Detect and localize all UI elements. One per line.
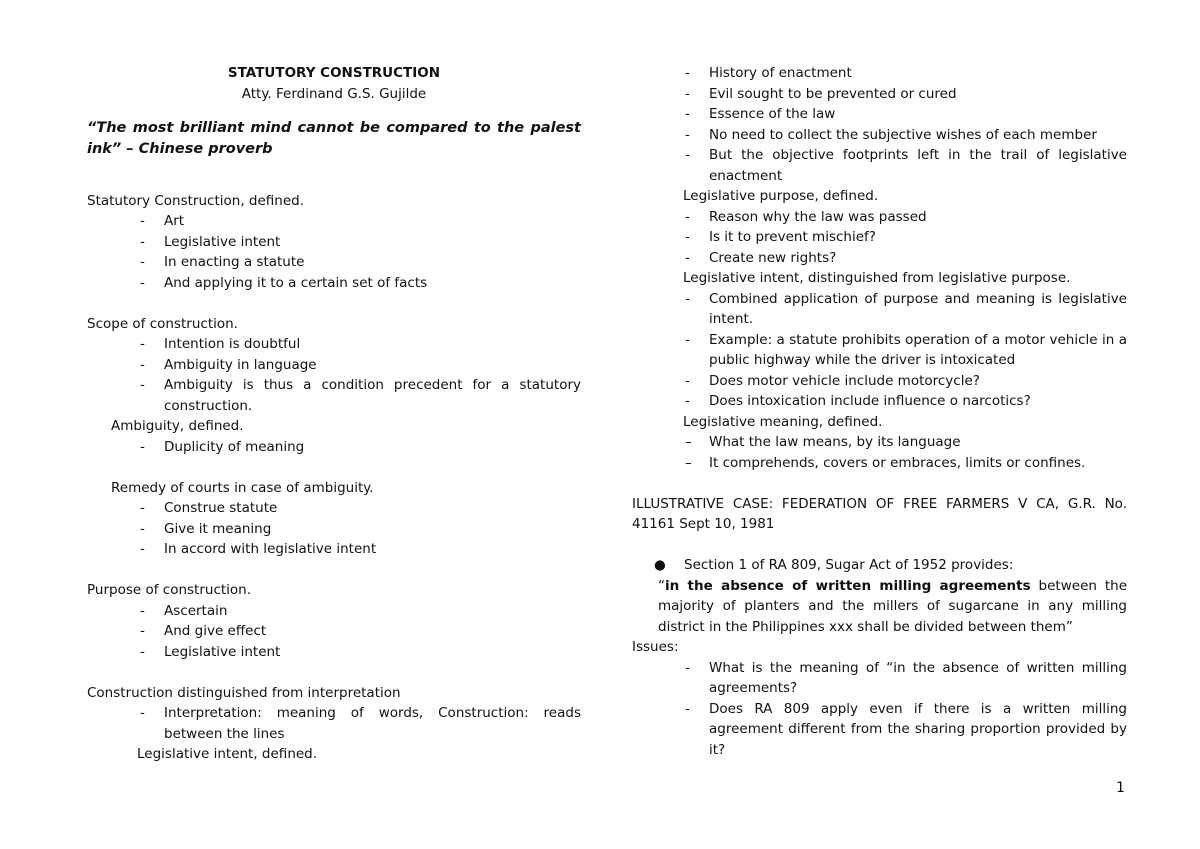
case-quote: “in the absence of written milling agreements between the majority of planters and the millers of sugarcane in any milling district in the Philippines xxx shall be divided between them” (658, 577, 1128, 635)
list-item: - What is the meaning of “in the absence of written milling agreements? (685, 659, 1127, 696)
list-item: - In enacting a statute (140, 254, 305, 270)
list-item: - Example: a statute prohibits operation of a motor vehicle in a public highway while the driver is intoxicated (685, 331, 1127, 368)
section-heading: Legislative meaning, defined. (683, 413, 883, 430)
list-item: - Art (140, 213, 185, 229)
list-item: - Reason why the law was passed (685, 208, 927, 225)
list-item: - Does motor vehicle include motorcycle? (685, 372, 980, 389)
document-title: STATUTORY CONSTRUCTION (227, 65, 441, 81)
list-item: - Create new rights? (685, 249, 837, 266)
case-bullet: ● Section 1 of RA 809, Sugar Act of 1952 provides: (632, 555, 1127, 576)
list-item: - Does RA 809 apply even if there is a written milling agreement different from the sharing proportion provided by it? (685, 700, 1127, 758)
list-item: - Evil sought to be prevented or cured (685, 85, 957, 102)
list-item: - Ambiguity in language (140, 356, 317, 373)
list-item: - History of enactment (685, 65, 852, 81)
section-heading: Ambiguity, defined. (111, 418, 244, 434)
list-item: - Give it meaning (140, 520, 272, 537)
list-item: - No need to collect the subjective wishes of each member (685, 126, 1097, 143)
list-item: – It comprehends, covers or embraces, limits or confines. (685, 454, 1086, 471)
list-item: - In accord with legislative intent (140, 541, 377, 557)
list-item: - Combined application of purpose and meaning is legislative intent. (685, 290, 1127, 327)
list-item: - Construe statute (140, 500, 278, 516)
section-heading: Purpose of construction. (87, 582, 252, 598)
document-author: Atty. Ferdinand G.S. Gujilde (241, 85, 427, 102)
section-heading: Remedy of courts in case of ambiguity. (111, 479, 374, 496)
section-heading: Construction distinguished from interpretation (87, 684, 401, 701)
list-item: - Ambiguity is thus a condition precedent for a statutory construction. (140, 377, 581, 414)
list-item: - Does intoxication include influence o narcotics? (685, 393, 1031, 409)
list-item: – What the law means, by its language (685, 434, 961, 450)
section-heading: Legislative intent, defined. (137, 746, 318, 762)
section-heading: Issues: (632, 639, 679, 655)
list-item: - Legislative intent (140, 643, 281, 660)
list-item: - Ascertain (140, 602, 228, 619)
list-item: - Legislative intent (140, 233, 281, 250)
left-column (87, 63, 581, 765)
list-item: - Duplicity of meaning (140, 438, 305, 455)
section-heading: Legislative intent, distinguished from legislative purpose. (683, 270, 1071, 286)
page-number: 1 (1116, 780, 1125, 796)
list-item: - Is it to prevent mischief? (685, 229, 876, 245)
section-heading: Legislative purpose, defined. (683, 188, 879, 204)
list-item: - And give effect (140, 623, 267, 639)
list-item: - Interpretation: meaning of words, Construction: reads between the lines (140, 705, 581, 742)
case-title: ILLUSTRATIVE CASE: FEDERATION OF FREE FARMERS V CA, G.R. No. 41161 Sept 10, 1981 (632, 495, 1127, 532)
list-item: - Essence of the law (685, 106, 836, 122)
list-item: - Intention is doubtful (140, 336, 301, 352)
section-heading: Statutory Construction, defined. (87, 192, 305, 209)
section-heading: Scope of construction. (87, 315, 238, 332)
right-column (632, 63, 1127, 760)
bullet-icon: ● (654, 557, 666, 573)
epigraph-quote: “The most brilliant mind cannot be compared to the palest ink” – Chinese proverb (87, 120, 581, 157)
list-item: - And applying it to a certain set of facts (140, 274, 428, 291)
list-item: - But the objective footprints left in the trail of legislative enactment (685, 147, 1127, 184)
